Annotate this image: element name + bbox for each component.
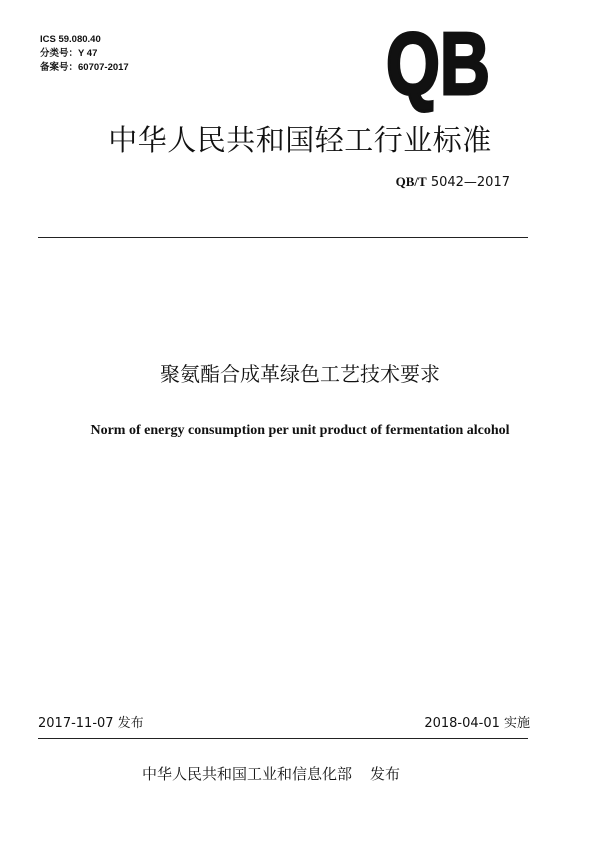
qb-logo-mark [383,14,493,113]
standard-code-number: 5042—2017 [430,175,510,190]
bottom-divider [38,738,528,739]
qb-logo [383,14,493,113]
standard-category-title: 中华人民共和国轻工行业标准 [108,123,492,157]
standard-code-prefix: QB/T [395,174,427,189]
issuer-name: 中华人民共和国工业和信息化部 [142,765,353,783]
document-title-chinese: 聚氨酯合成革绿色工艺技术要求 [160,362,440,386]
classification-block [40,33,129,75]
top-divider [38,237,528,238]
record-number: 备案号：60707-2017 [40,62,129,73]
qb-logo-text: QB [386,14,490,113]
category-code: 分类号：Y 47 [40,48,98,59]
document-title-english: Norm of energy consumption per unit product of fermentation alcohol [90,423,510,438]
ics-code: ICS 59.080.40 [40,34,101,45]
issuing-authority [142,763,400,784]
implementation-date: 2018-04-01 实施 [424,716,530,731]
standard-code [396,174,510,190]
issuer-action: 发布 [370,765,401,783]
issue-date: 2017-11-07 发布 [38,716,144,731]
